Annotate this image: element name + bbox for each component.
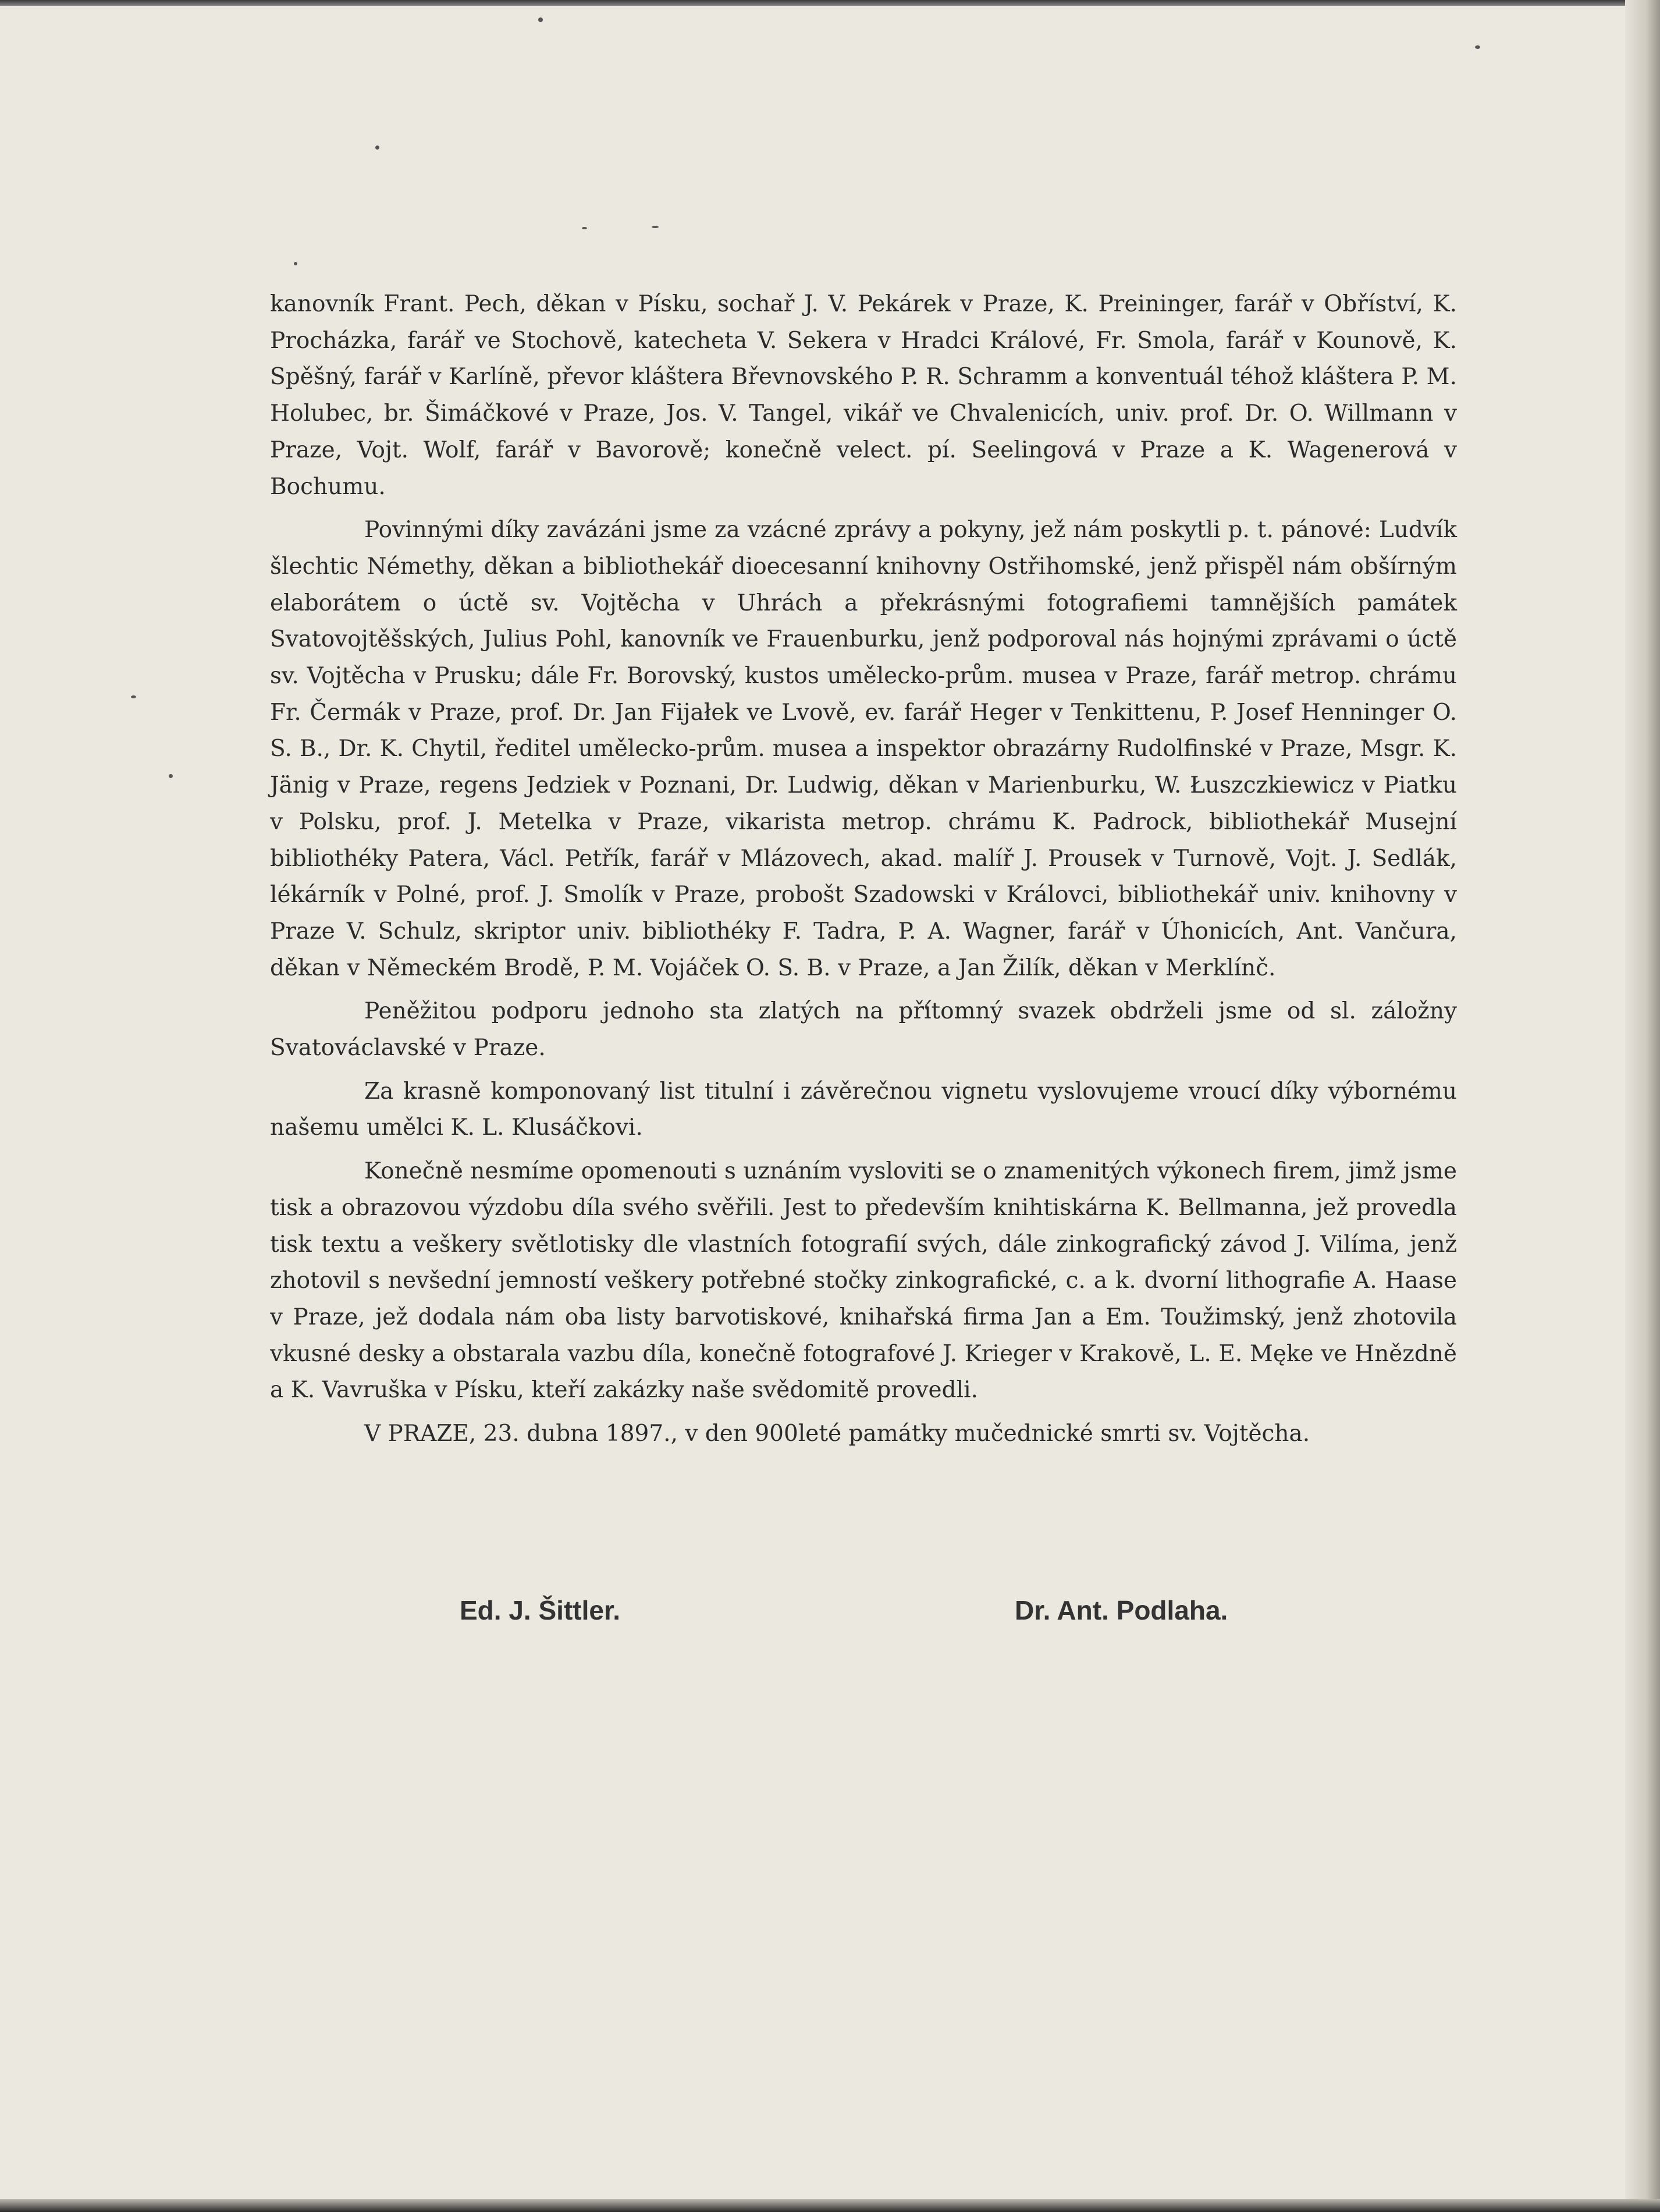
signature-podlaha: Dr. Ant. Podlaha. <box>1015 1595 1228 1625</box>
paper-speck <box>582 227 587 229</box>
page-gutter-shadow <box>1625 0 1660 2212</box>
page-bottom-edge <box>0 2199 1660 2212</box>
dateline: V PRAZE, 23. dubna 1897., v den 900leté památky mučednické smrti sv. Vojtěcha. <box>364 1421 1310 1447</box>
paper-speck <box>538 17 543 22</box>
signature-sittler: Ed. J. Šittler. <box>460 1595 621 1625</box>
page-top-edge <box>0 0 1660 6</box>
paper-speck <box>375 145 379 150</box>
paragraph-artist-thanks: Za krasně komponovaný list titulní i závěrečnou vignetu vyslovujeme vroucí díky výbornému našemu umělci K. L. Klusáčkovi. <box>270 1078 1457 1141</box>
paper-speck <box>169 774 173 778</box>
body-text <box>270 286 1457 1460</box>
paper-speck <box>294 262 297 265</box>
paragraph-printers-thanks: Konečně nesmíme opomenouti s uznáním vysloviti se o znamenitých výkonech firem, jimž jsme tisk a obrazovou výzdobu díla svého svěřili. Jest to především knihtiskárna K. Bellmanna, jež provedla tisk textu a veškery světlotisky dle vlastních fotografií svých, dále zinkografický závod J. Vilíma, jenž zhotovil s nevšední jemností veškery potřebné stočky zinkografické, c. a k. dvorní lithografie A. Haase v Praze, jež dodala nám oba listy barvotiskové, knihařská firma Jan a Em. Toužimský, jenž zhotovila vkusné desky a obstarala vazbu díla, konečně fotografové J. Krieger v Krakově, L. E. Męke ve Hnězdně a K. Vavruška v Písku, kteří zakázky naše svědomitě provedli. <box>270 1158 1457 1404</box>
paper-speck <box>652 226 659 228</box>
paper-speck <box>131 695 136 698</box>
paper-speck <box>1475 45 1480 49</box>
paragraph-donor-list: kanovník Frant. Pech, děkan v Písku, sochař J. V. Pekárek v Praze, K. Preininger, farář v Obříství, K. Procházka, farář ve Stochově, katecheta V. Sekera v Hradci Králové, Fr. Smola, farář v Kounově, K. Spěšný, farář v Karlíně, převor kláštera Břevnovského P. R. Schramm a konventuál téhož kláštera P. M. Holubec, br. Šimáčkové v Praze, Jos. V. Tangel, vikář ve Chvalenicích, univ. prof. Dr. O. Willmann v Praze, Vojt. Wolf, farář v Bavorově; konečně velect. pí. Seelingová v Praze a K. Wagenerová v Bochumu. <box>270 291 1457 500</box>
signatures <box>270 1595 1457 1641</box>
paragraph-financial-support: Peněžitou podporu jednoho sta zlatých na přítomný svazek obdrželi jsme od sl. záložny Svatováclavské v Praze. <box>270 998 1457 1061</box>
paragraph-acknowledgements: Povinnými díky zavázáni jsme za vzácné zprávy a pokyny, jež nám poskytli p. t. pánové: Ludvík šlechtic Némethy, děkan a bibliothekář dioecesanní knihovny Ostřihomské, jenž přispěl nám obšírným elaborátem o úctě sv. Vojtěcha v Uhrách a překrásnými fotografiemi tamnějších památek Svatovojtěšských, Julius Pohl, kanovník ve Frauenburku, jenž podporoval nás hojnými zprávami o úctě sv. Vojtěcha v Prusku; dále Fr. Borovský, kustos umělecko-prům. musea v Praze, farář metrop. chrámu Fr. Čermák v Praze, prof. Dr. Jan Fijałek ve Lvově, ev. farář Heger v Tenkittenu, P. Josef Henninger O. S. B., Dr. K. Chytil, ředitel umělecko-prům. musea a inspektor obrazárny Rudolfinské v Praze, Msgr. K. Jänig v Praze, regens Jedziek v Poznani, Dr. Ludwig, děkan v Marienburku, W. Łuszczkiewicz v Piatku v Polsku, prof. J. Metelka v Praze, vikarista metrop. chrámu K. Padrock, bibliothekář Musejní bibliothéky Patera, Václ. Petřík, farář v Mlázovech, akad. malíř J. Prousek v Turnově, Vojt. J. Sedlák, lékárník v Polné, prof. J. Smolík v Praze, probošt Szadowski v Královci, bibliothekář univ. knihovny v Praze V. Schulz, skriptor univ. bibliothéky F. Tadra, P. A. Wagner, farář v Úhonicích, Ant. Vančura, děkan v Německém Brodě, P. M. Vojáček O. S. B. v Praze, a Jan Žilík, děkan v Merklínč. <box>270 517 1457 981</box>
